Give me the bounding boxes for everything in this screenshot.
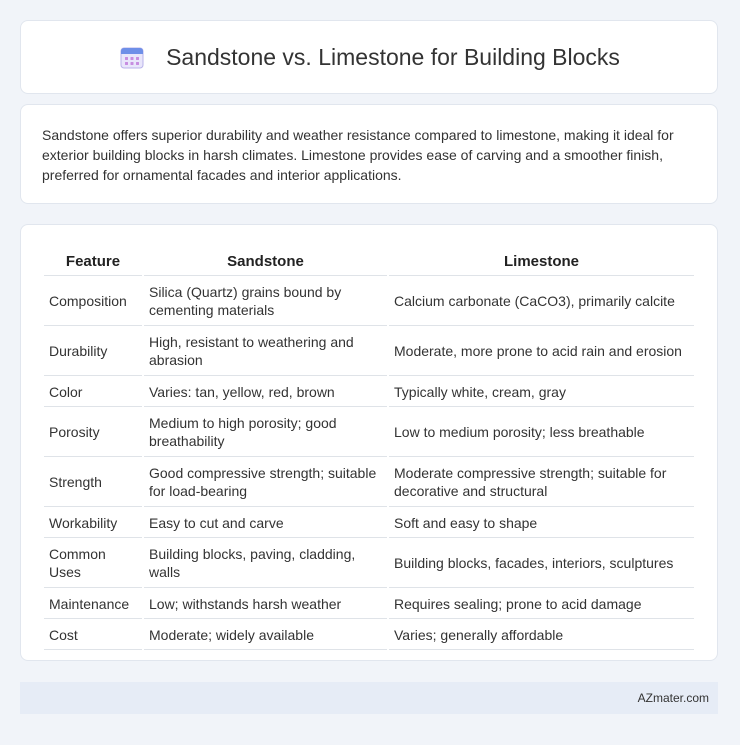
feature-cell: Common Uses bbox=[44, 538, 142, 588]
sandstone-cell: Varies: tan, yellow, red, brown bbox=[144, 376, 387, 407]
sandstone-cell: Medium to high porosity; good breathability bbox=[144, 407, 387, 457]
feature-cell: Cost bbox=[44, 619, 142, 650]
page-title: Sandstone vs. Limestone for Building Blocks bbox=[166, 43, 620, 70]
limestone-cell: Calcium carbonate (CaCO3), primarily calcite bbox=[389, 276, 694, 326]
limestone-cell: Typically white, cream, gray bbox=[389, 376, 694, 407]
limestone-cell: Moderate, more prone to acid rain and erosion bbox=[389, 326, 694, 376]
limestone-cell: Moderate compressive strength; suitable for decorative and structural bbox=[389, 457, 694, 507]
table-row bbox=[44, 326, 694, 376]
column-header-limestone: Limestone bbox=[389, 245, 694, 276]
sandstone-cell: Moderate; widely available bbox=[144, 619, 387, 650]
comparison-table bbox=[42, 245, 696, 650]
column-header-feature: Feature bbox=[44, 245, 142, 276]
column-header-sandstone: Sandstone bbox=[144, 245, 387, 276]
title-card bbox=[20, 20, 718, 94]
limestone-cell: Soft and easy to shape bbox=[389, 507, 694, 538]
footer bbox=[20, 682, 718, 714]
feature-cell: Porosity bbox=[44, 407, 142, 457]
table-row bbox=[44, 457, 694, 507]
sandstone-cell: Low; withstands harsh weather bbox=[144, 588, 387, 619]
sandstone-cell: Building blocks, paving, cladding, walls bbox=[144, 538, 387, 588]
table-row bbox=[44, 619, 694, 650]
feature-cell: Color bbox=[44, 376, 142, 407]
sandstone-cell: Good compressive strength; suitable for load-bearing bbox=[144, 457, 387, 507]
comparison-table-card bbox=[20, 224, 718, 661]
sandstone-cell: Easy to cut and carve bbox=[144, 507, 387, 538]
sandstone-cell: High, resistant to weathering and abrasion bbox=[144, 326, 387, 376]
table-row bbox=[44, 588, 694, 619]
table-row bbox=[44, 507, 694, 538]
table-row bbox=[44, 376, 694, 407]
intro-text: Sandstone offers superior durability and weather resistance compared to limestone, making it ideal for exterior building blocks in harsh climates. Limestone provides ease of carving and a smoother finish, preferred for ornamental facades and interior applications. bbox=[42, 127, 674, 183]
limestone-cell: Requires sealing; prone to acid damage bbox=[389, 588, 694, 619]
feature-cell: Maintenance bbox=[44, 588, 142, 619]
table-row bbox=[44, 407, 694, 457]
sandstone-cell: Silica (Quartz) grains bound by cementing materials bbox=[144, 276, 387, 326]
limestone-cell: Varies; generally affordable bbox=[389, 619, 694, 650]
limestone-cell: Low to medium porosity; less breathable bbox=[389, 407, 694, 457]
footer-brand[interactable]: AZmater.com bbox=[637, 691, 709, 705]
table-row bbox=[44, 276, 694, 326]
calendar-icon bbox=[118, 43, 146, 71]
table-header-row bbox=[44, 245, 694, 276]
limestone-cell: Building blocks, facades, interiors, sculptures bbox=[389, 538, 694, 588]
feature-cell: Strength bbox=[44, 457, 142, 507]
feature-cell: Durability bbox=[44, 326, 142, 376]
feature-cell: Workability bbox=[44, 507, 142, 538]
feature-cell: Composition bbox=[44, 276, 142, 326]
table-row bbox=[44, 538, 694, 588]
intro-card bbox=[20, 104, 718, 204]
